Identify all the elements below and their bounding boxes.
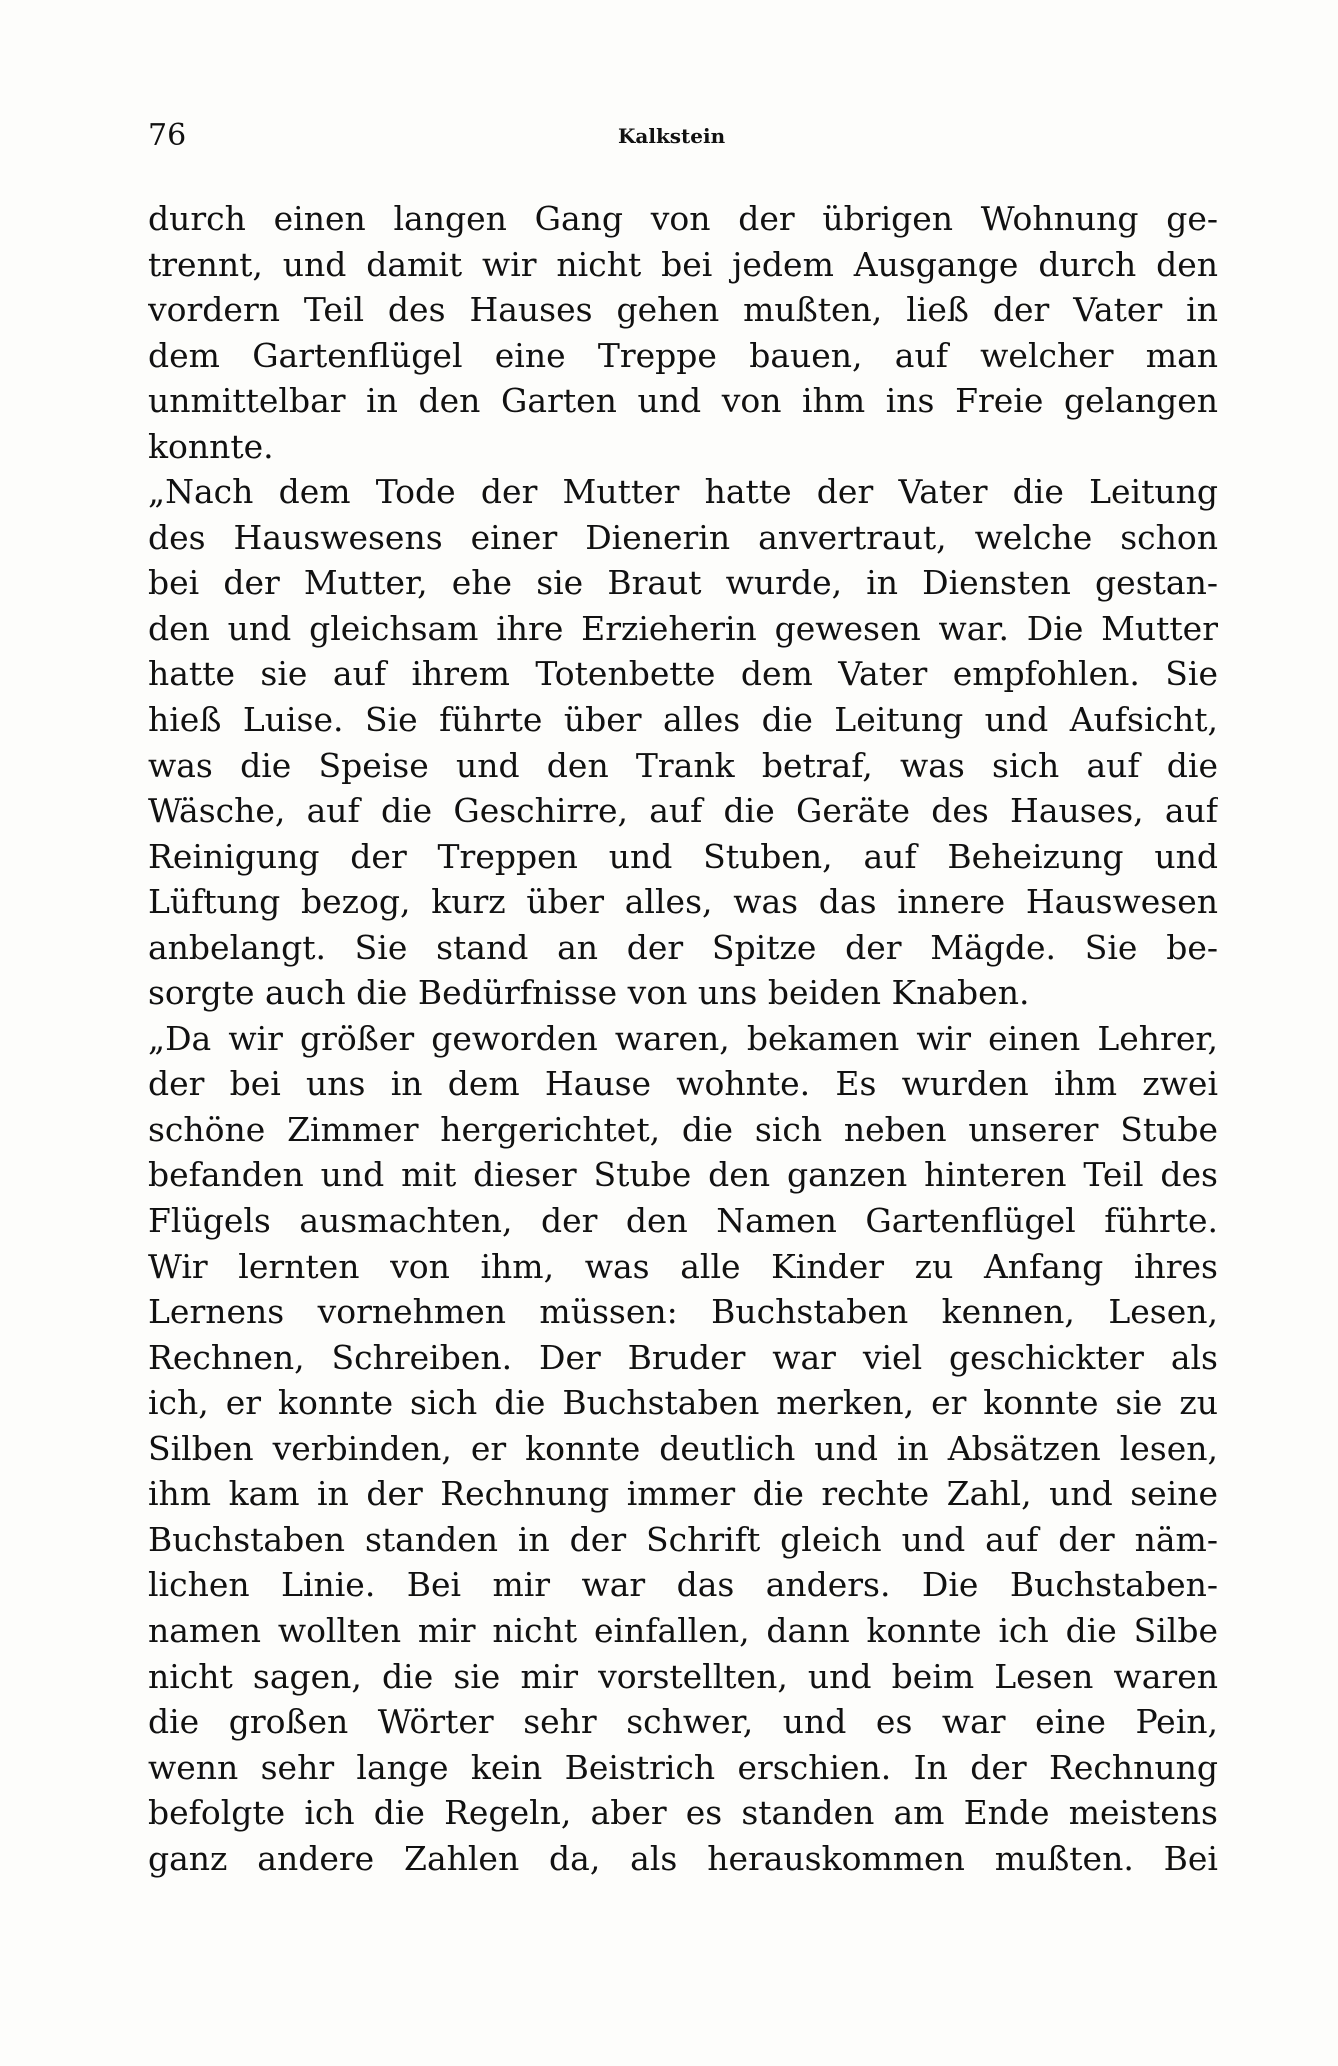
text-line: ich, er konnte sich die Buchstaben merken, er konnte sie zu	[148, 1383, 1218, 1423]
text-line: durch einen langen Gang von der übrigen Wohnung ge-	[148, 199, 1218, 238]
text-line: Reinigung der Treppen und Stuben, auf Beheizung und	[148, 836, 1218, 876]
text-line: konnte.	[148, 426, 274, 466]
text-line: wenn sehr lange kein Beistrich erschien. In der Rechnung	[148, 1747, 1218, 1787]
text-line: Silben verbinden, er konnte deutlich und in Absätzen lesen,	[148, 1428, 1218, 1468]
text-line: bei der Mutter, ehe sie Braut wurde, in Diensten gestan-	[148, 563, 1218, 603]
text-line: die großen Wörter sehr schwer, und es war eine Pein,	[148, 1702, 1218, 1742]
text-line: ihm kam in der Rechnung immer die rechte Zahl, und seine	[148, 1474, 1218, 1514]
text-line: der bei uns in dem Hause wohnte. Es wurden ihm zwei	[148, 1064, 1218, 1104]
text-line: schöne Zimmer hergerichtet, die sich neben unserer Stube	[148, 1109, 1218, 1149]
text-line: Wir lernten von ihm, was alle Kinder zu Anfang ihres	[148, 1246, 1218, 1286]
text-line: Lernens vornehmen müssen: Buchstaben kennen, Lesen,	[148, 1292, 1218, 1332]
text-line: anbelangt. Sie stand an der Spitze der Mägde. Sie be-	[148, 927, 1218, 967]
text-line: sorgte auch die Bedürfnisse von uns beiden Knaben.	[148, 973, 1030, 1013]
text-line: hieß Luise. Sie führte über alles die Leitung und Aufsicht,	[148, 700, 1218, 740]
text-line: Lüftung bezog, kurz über alles, was das innere Hauswesen	[148, 882, 1218, 922]
text-line: Flügels ausmachten, der den Namen Gartenflügel führte.	[148, 1201, 1218, 1241]
text-line: Rechnen, Schreiben. Der Bruder war viel geschickter als	[148, 1337, 1218, 1377]
text-line: trennt, und damit wir nicht bei jedem Ausgange durch den	[148, 244, 1218, 284]
page-number: 76	[148, 118, 187, 153]
running-title: Kalkstein	[618, 124, 726, 148]
body-text	[148, 196, 1218, 1881]
text-line: befanden und mit dieser Stube den ganzen hinteren Teil des	[148, 1155, 1218, 1195]
text-line: namen wollten mir nicht einfallen, dann konnte ich die Silbe	[148, 1610, 1218, 1650]
text-line: den und gleichsam ihre Erzieherin gewesen war. Die Mutter	[148, 608, 1218, 648]
text-line: dem Gartenflügel eine Treppe bauen, auf welcher man	[148, 335, 1218, 375]
text-line: nicht sagen, die sie mir vorstellten, und beim Lesen waren	[148, 1656, 1218, 1696]
text-line: lichen Linie. Bei mir war das anders. Die Buchstaben-	[148, 1565, 1218, 1605]
text-line: was die Speise und den Trank betraf, was sich auf die	[148, 745, 1218, 785]
text-line: ganz andere Zahlen da, als herauskommen mußten. Bei	[148, 1838, 1218, 1878]
text-line: hatte sie auf ihrem Totenbette dem Vater empfohlen. Sie	[148, 654, 1218, 694]
running-head	[148, 118, 1218, 168]
text-line: Wäsche, auf die Geschirre, auf die Geräte des Hauses, auf	[148, 791, 1218, 831]
text-line: „Da wir größer geworden waren, bekamen wir einen Lehrer,	[148, 1018, 1218, 1058]
text-line: des Hauswesens einer Dienerin anvertraut, welche schon	[148, 517, 1218, 557]
text-line: unmittelbar in den Garten und von ihm ins Freie gelangen	[148, 381, 1218, 421]
text-line: „Nach dem Tode der Mutter hatte der Vater die Leitung	[148, 472, 1218, 512]
text-line: vordern Teil des Hauses gehen mußten, ließ der Vater in	[148, 290, 1218, 330]
text-line: Buchstaben standen in der Schrift gleich und auf der näm-	[148, 1519, 1218, 1559]
text-line: befolgte ich die Regeln, aber es standen am Ende meistens	[148, 1793, 1218, 1833]
